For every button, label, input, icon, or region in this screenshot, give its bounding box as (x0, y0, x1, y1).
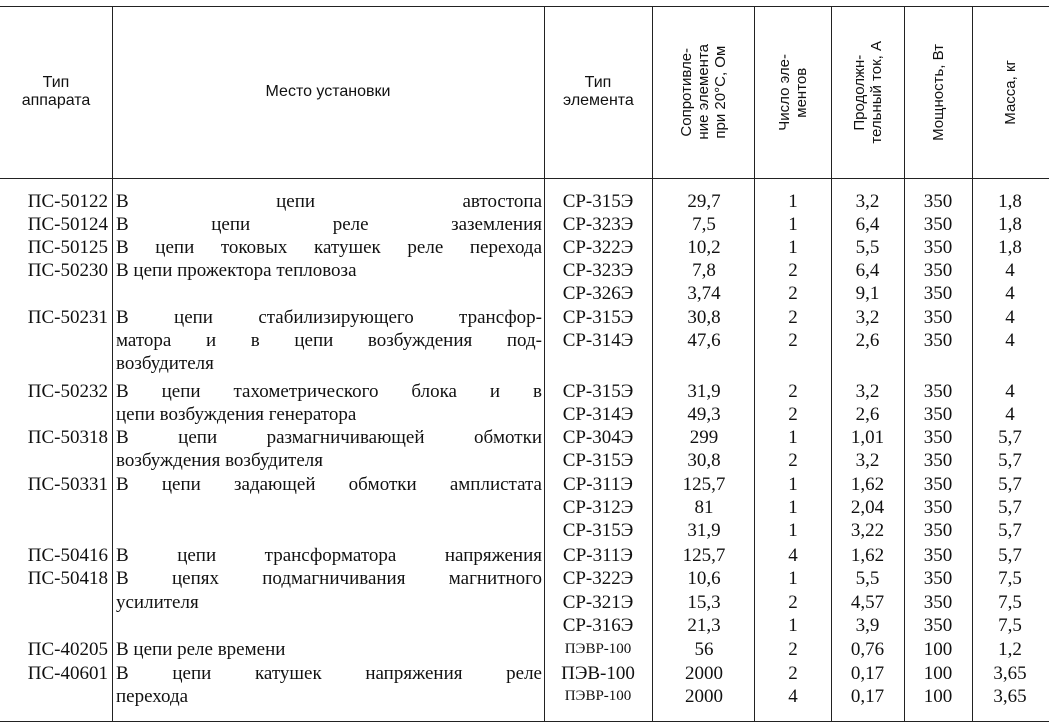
power-cell: 100 (923, 663, 953, 684)
mass-cell: 1,8 (998, 191, 1022, 212)
count-cell: 2 (788, 663, 798, 684)
power-cell: 350 (923, 545, 953, 566)
apparatus-type-cell (0, 496, 110, 519)
count-cell: 2 (788, 260, 798, 281)
mass-cell: 1,2 (998, 639, 1022, 660)
apparatus-type-cell: ПС-50416 (27, 545, 108, 566)
current-cell: 0,17 (850, 663, 885, 684)
resistance-cell: 81 (694, 497, 714, 518)
table-row (0, 380, 1049, 403)
place-cell: перехода (116, 686, 189, 707)
table-row (0, 567, 1049, 590)
current-cell: 0,76 (850, 639, 885, 660)
count-cell: 1 (788, 497, 798, 518)
resistance-cell: 47,6 (687, 330, 721, 351)
place-cell: В цепи реле времени (116, 639, 286, 660)
place-cell (116, 614, 542, 637)
power-cell: 350 (923, 214, 953, 235)
element-type-cell: СР-326Э (562, 283, 634, 304)
current-cell: 3,2 (855, 191, 880, 212)
mass-cell: 4 (1005, 404, 1015, 425)
power-cell: 350 (923, 237, 953, 258)
mass-cell: 4 (1005, 307, 1015, 328)
current-cell: 1,62 (850, 545, 885, 566)
power-cell (906, 352, 970, 375)
count-cell: 2 (788, 404, 798, 425)
element-type-cell: СР-323Э (562, 260, 634, 281)
table-row (0, 259, 1049, 282)
mass-cell: 1,8 (998, 237, 1022, 258)
count-cell (756, 352, 830, 375)
place-cell: цепи возбуждения генератора (116, 404, 357, 425)
count-cell: 1 (788, 474, 798, 495)
resistance-cell: 31,9 (687, 520, 721, 541)
place-cell: В цепи задающей обмотки амплистата (116, 474, 542, 495)
power-cell: 350 (923, 474, 953, 495)
count-cell: 2 (788, 592, 798, 613)
table-row (0, 638, 1049, 661)
element-type-cell: СР-323Э (562, 214, 634, 235)
table-row (0, 236, 1049, 259)
apparatus-type-cell: ПС-50418 (27, 568, 108, 589)
power-cell: 350 (923, 427, 953, 448)
mass-cell: 5,7 (998, 450, 1022, 471)
table-row (0, 329, 1049, 352)
resistance-cell: 2000 (685, 663, 723, 684)
mass-cell: 5,7 (998, 520, 1022, 541)
power-cell: 350 (923, 497, 953, 518)
resistance-cell: 7,5 (692, 214, 716, 235)
power-cell: 350 (923, 404, 953, 425)
element-type-cell: СР-304Э (562, 427, 634, 448)
current-cell: 5,5 (855, 568, 880, 589)
count-cell: 1 (788, 427, 798, 448)
count-cell: 2 (788, 381, 798, 402)
resistance-cell: 7,8 (692, 260, 716, 281)
count-cell: 1 (788, 191, 798, 212)
power-cell: 350 (923, 191, 953, 212)
count-cell: 1 (788, 520, 798, 541)
resistance-cell: 15,3 (687, 592, 721, 613)
power-cell: 350 (923, 450, 953, 471)
current-cell: 3,2 (855, 450, 880, 471)
power-cell: 350 (923, 592, 953, 613)
power-cell: 350 (923, 381, 953, 402)
resistance-cell: 29,7 (687, 191, 721, 212)
power-cell: 350 (923, 520, 953, 541)
resistance-cell: 125,7 (682, 474, 726, 495)
table-row (0, 352, 1049, 375)
resistance-cell: 56 (694, 639, 714, 660)
header-current: Продолжн- тельный ток, А (850, 40, 885, 144)
mass-cell: 5,7 (998, 545, 1022, 566)
power-cell: 350 (923, 283, 953, 304)
count-cell: 1 (788, 237, 798, 258)
resistance-cell: 2000 (685, 686, 723, 707)
header-mass: Масса, кг (1002, 59, 1019, 125)
place-cell: В цепи токовых катушек реле перехода (116, 237, 542, 258)
element-type-cell: СР-311Э (563, 474, 633, 495)
resistance-cell: 21,3 (687, 615, 721, 636)
place-cell: В цепях подмагничивания магнитного (116, 568, 542, 589)
header-place: Место установки (265, 83, 391, 100)
apparatus-type-cell: ПС-50231 (27, 307, 108, 328)
place-cell: В цепи трансформатора напряжения (116, 545, 542, 566)
element-type-cell: СР-322Э (562, 237, 634, 258)
table-row (0, 403, 1049, 426)
count-cell: 1 (788, 615, 798, 636)
element-type-cell: СР-316Э (562, 615, 634, 636)
current-cell: 4,57 (850, 592, 885, 613)
header-power: Мощность, Вт (929, 43, 947, 141)
current-cell: 1,62 (850, 474, 885, 495)
resistance-cell: 299 (689, 427, 719, 448)
apparatus-type-cell (0, 329, 110, 352)
element-type-cell: ПЭВ-100 (561, 663, 635, 684)
mass-cell: 4 (1005, 283, 1015, 304)
apparatus-type-cell (0, 449, 110, 472)
element-type-cell: СР-314Э (562, 404, 634, 425)
apparatus-type-cell: ПС-50318 (27, 427, 108, 448)
resistance-cell: 30,8 (687, 307, 721, 328)
power-cell: 350 (923, 330, 953, 351)
element-type-cell: СР-312Э (562, 497, 634, 518)
power-cell: 350 (923, 568, 953, 589)
place-cell: В цепи автостопа (116, 191, 542, 212)
table-row (0, 449, 1049, 472)
header-resistance: Сопротивле- ние элемента при 20°С, Ом (677, 44, 729, 140)
mass-cell: 7,5 (998, 568, 1022, 589)
element-type-cell: СР-321Э (562, 592, 634, 613)
header-count: Число эле- ментов (775, 53, 810, 131)
place-cell (116, 496, 542, 519)
place-cell (116, 282, 542, 305)
table-row (0, 685, 1049, 708)
header-apparatus-type: Тип аппарата (21, 74, 91, 109)
element-type-cell: СР-315Э (562, 191, 634, 212)
mass-cell (974, 352, 1046, 375)
apparatus-type-cell: ПС-40601 (27, 663, 108, 684)
header-bottom-border (0, 178, 1049, 179)
mass-cell: 4 (1005, 330, 1015, 351)
current-cell: 2,04 (850, 497, 885, 518)
table-row (0, 662, 1049, 685)
count-cell: 2 (788, 639, 798, 660)
apparatus-type-cell (0, 614, 110, 637)
place-cell: В цепи прожектора тепловоза (116, 260, 357, 281)
current-cell (833, 352, 902, 375)
mass-cell: 3,65 (993, 686, 1027, 707)
current-cell: 3,22 (850, 520, 885, 541)
power-cell: 350 (923, 260, 953, 281)
table-row (0, 544, 1049, 567)
count-cell: 1 (788, 568, 798, 589)
current-cell: 0,17 (850, 686, 885, 707)
apparatus-type-cell (0, 519, 110, 542)
count-cell: 4 (788, 545, 798, 566)
apparatus-type-cell: ПС-40205 (27, 639, 108, 660)
resistance-cell: 31,9 (687, 381, 721, 402)
table-row (0, 591, 1049, 614)
resistance-cell: 30,8 (687, 450, 721, 471)
element-type-cell (546, 352, 650, 375)
place-cell: матора и в цепи возбуждения под- (116, 330, 542, 351)
element-type-cell: СР-315Э (562, 307, 634, 328)
count-cell: 2 (788, 283, 798, 304)
current-cell: 2,6 (855, 404, 880, 425)
current-cell: 3,9 (855, 615, 880, 636)
element-type-cell: СР-314Э (562, 330, 634, 351)
apparatus-type-cell: ПС-50124 (27, 214, 108, 235)
count-cell: 2 (788, 330, 798, 351)
place-cell: В цепи размагничивающей обмотки (116, 427, 542, 448)
apparatus-type-cell: ПС-50232 (27, 381, 108, 402)
header-element-type: Тип элемента (563, 74, 634, 109)
power-cell: 350 (923, 307, 953, 328)
table-row (0, 519, 1049, 542)
current-cell: 9,1 (855, 283, 880, 304)
resistance-cell: 49,3 (687, 404, 721, 425)
table-bottom-border (0, 721, 1049, 722)
apparatus-type-cell: ПС-50230 (27, 260, 108, 281)
place-cell (116, 519, 542, 542)
count-cell: 1 (788, 214, 798, 235)
resistance-cell: 3,74 (687, 283, 721, 304)
apparatus-type-cell: ПС-50331 (27, 474, 108, 495)
table-row (0, 426, 1049, 449)
element-type-cell: ПЭВР-100 (564, 641, 632, 657)
element-type-cell: СР-315Э (562, 381, 634, 402)
element-type-cell: ПЭВР-100 (564, 688, 632, 704)
place-cell: возбудителя (116, 353, 214, 374)
apparatus-type-cell (0, 282, 110, 305)
resistance-cell: 125,7 (682, 545, 726, 566)
mass-cell: 4 (1005, 260, 1015, 281)
count-cell: 2 (788, 450, 798, 471)
apparatus-type-cell: ПС-50122 (27, 191, 108, 212)
mass-cell: 7,5 (998, 592, 1022, 613)
current-cell: 1,01 (850, 427, 885, 448)
count-cell: 2 (788, 307, 798, 328)
current-cell: 3,2 (855, 307, 880, 328)
place-cell: В цепи катушек напряжения реле (116, 663, 542, 684)
mass-cell: 3,65 (993, 663, 1027, 684)
place-cell: усилителя (116, 592, 199, 613)
apparatus-type-cell: ПС-50125 (27, 237, 108, 258)
mass-cell: 7,5 (998, 615, 1022, 636)
current-cell: 3,2 (855, 381, 880, 402)
mass-cell: 5,7 (998, 474, 1022, 495)
apparatus-type-cell (0, 685, 110, 708)
table-row (0, 614, 1049, 637)
mass-cell: 1,8 (998, 214, 1022, 235)
current-cell: 6,4 (855, 260, 880, 281)
table-row (0, 496, 1049, 519)
mass-cell: 5,7 (998, 427, 1022, 448)
apparatus-type-cell (0, 591, 110, 614)
count-cell: 4 (788, 686, 798, 707)
element-type-cell: СР-322Э (562, 568, 634, 589)
mass-cell: 5,7 (998, 497, 1022, 518)
element-type-cell: СР-315Э (562, 520, 634, 541)
resistance-cell (656, 352, 752, 375)
place-cell: В цепи стабилизирующего трансфор- (116, 307, 542, 328)
table-row (0, 213, 1049, 236)
element-type-cell: СР-311Э (563, 545, 633, 566)
current-cell: 5,5 (855, 237, 880, 258)
table-row (0, 190, 1049, 213)
apparatus-type-cell (0, 352, 110, 375)
current-cell: 2,6 (855, 330, 880, 351)
table-row (0, 282, 1049, 305)
place-cell: возбуждения возбудителя (116, 450, 323, 471)
power-cell: 100 (923, 686, 953, 707)
apparatus-type-cell (0, 403, 110, 426)
resistance-cell: 10,6 (687, 568, 721, 589)
place-cell: В цепи реле заземления (116, 214, 542, 235)
element-type-cell: СР-315Э (562, 450, 634, 471)
table-row (0, 306, 1049, 329)
table-row (0, 473, 1049, 496)
power-cell: 100 (923, 639, 953, 660)
power-cell: 350 (923, 615, 953, 636)
mass-cell: 4 (1005, 381, 1015, 402)
place-cell: В цепи тахометрического блока и в (116, 381, 542, 402)
resistance-cell: 10,2 (687, 237, 721, 258)
current-cell: 6,4 (855, 214, 880, 235)
